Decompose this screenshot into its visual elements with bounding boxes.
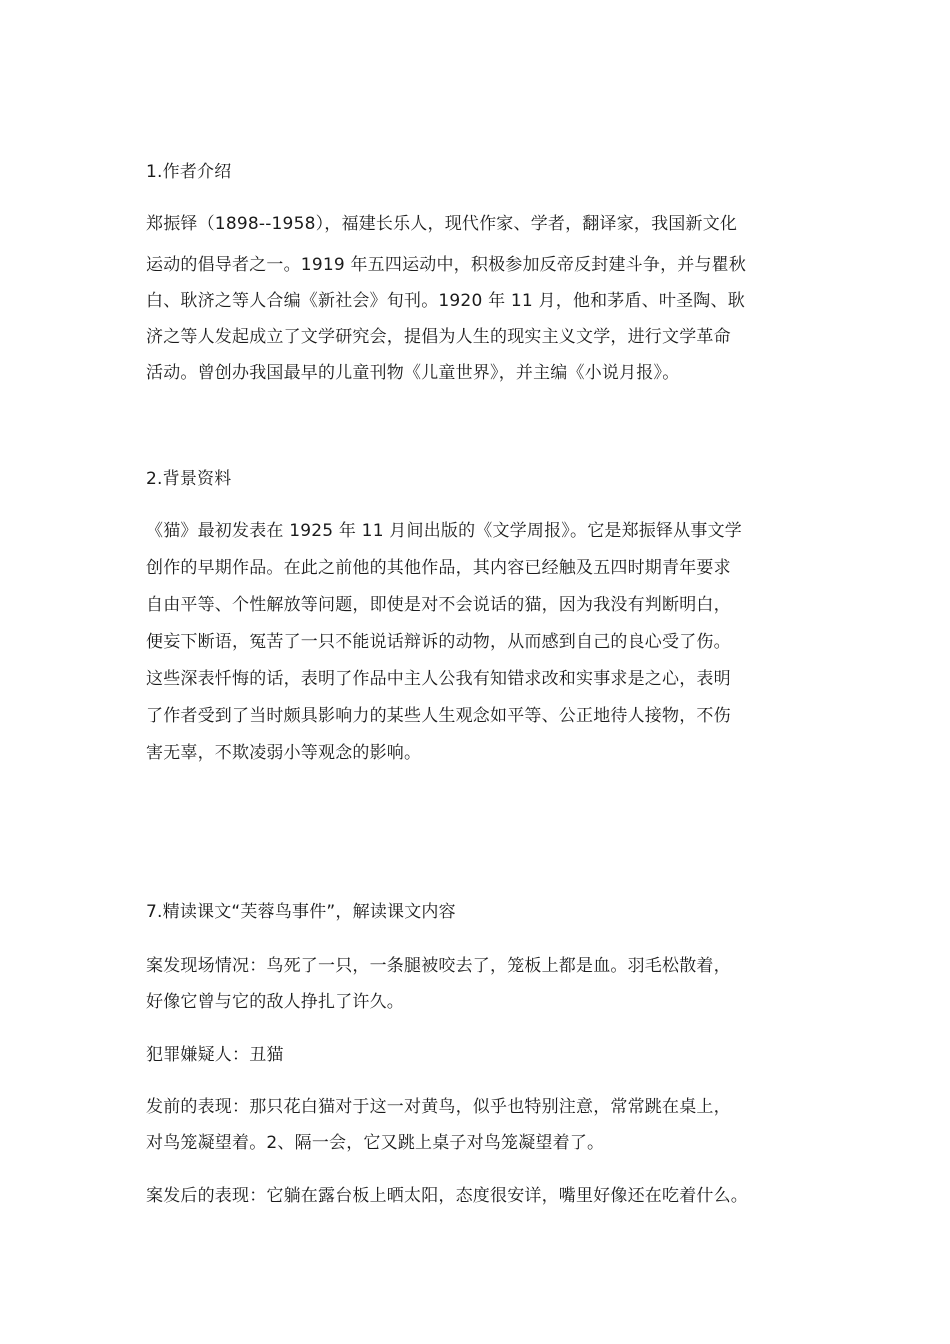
paragraph-line: 这些深表忏悔的话，表明了作品中主人公我有知错求改和实事求是之心，表明	[146, 669, 731, 689]
paragraph-line: 活动。曾创办我国最早的儿童刊物《儿童世界》，并主编《小说月报》。	[146, 363, 680, 383]
paragraph-line: 创作的早期作品。在此之前他的其他作品，其内容已经触及五四时期青年要求	[146, 558, 731, 578]
section-heading-author: 1.作者介绍	[146, 162, 232, 182]
paragraph-line: 害无辜，不欺凌弱小等观念的影响。	[146, 743, 422, 763]
paragraph-line: 犯罪嫌疑人：丑猫	[146, 1045, 284, 1065]
paragraph-line: 对鸟笼凝望着。2、隔一会，它又跳上桌子对鸟笼凝望着了。	[146, 1133, 605, 1153]
paragraph-line: 便妄下断语，冤苦了一只不能说话辩诉的动物，从而感到自己的良心受了伤。	[146, 632, 731, 652]
paragraph-line: 郑振铎（1898--1958），福建长乐人，现代作家、学者，翻译家，我国新文化	[146, 214, 738, 234]
paragraph-line: 自由平等、个性解放等问题，即使是对不会说话的猫，因为我没有判断明白，	[146, 595, 731, 615]
paragraph-line: 《猫》最初发表在 1925 年 11 月间出版的《文学周报》。它是郑振铎从事文学	[146, 521, 743, 541]
paragraph-line: 发前的表现：那只花白猫对于这一对黄鸟，似乎也特别注意，常常跳在桌上，	[146, 1097, 731, 1117]
paragraph-line: 好像它曾与它的敌人挣扎了许久。	[146, 992, 404, 1012]
paragraph-line: 案发现场情况：鸟死了一只，一条腿被咬去了，笼板上都是血。羽毛松散着，	[146, 956, 731, 976]
paragraph-line: 济之等人发起成立了文学研究会，提倡为人生的现实主义文学，进行文学革命	[146, 327, 731, 347]
section-heading-background: 2.背景资料	[146, 469, 232, 489]
paragraph-line: 运动的倡导者之一。1919 年五四运动中，积极参加反帝反封建斗争，并与瞿秋	[146, 255, 747, 275]
section-heading-close-reading: 7.精读课文“芙蓉鸟事件”，解读课文内容	[146, 902, 456, 922]
paragraph-line: 了作者受到了当时颇具影响力的某些人生观念如平等、公正地待人接物，不伤	[146, 706, 731, 726]
paragraph-line: 案发后的表现：它躺在露台板上晒太阳，态度很安详，嘴里好像还在吃着什么。	[146, 1186, 748, 1206]
paragraph-line: 白、耿济之等人合编《新社会》旬刊。1920 年 11 月，他和茅盾、叶圣陶、耿	[146, 291, 745, 311]
